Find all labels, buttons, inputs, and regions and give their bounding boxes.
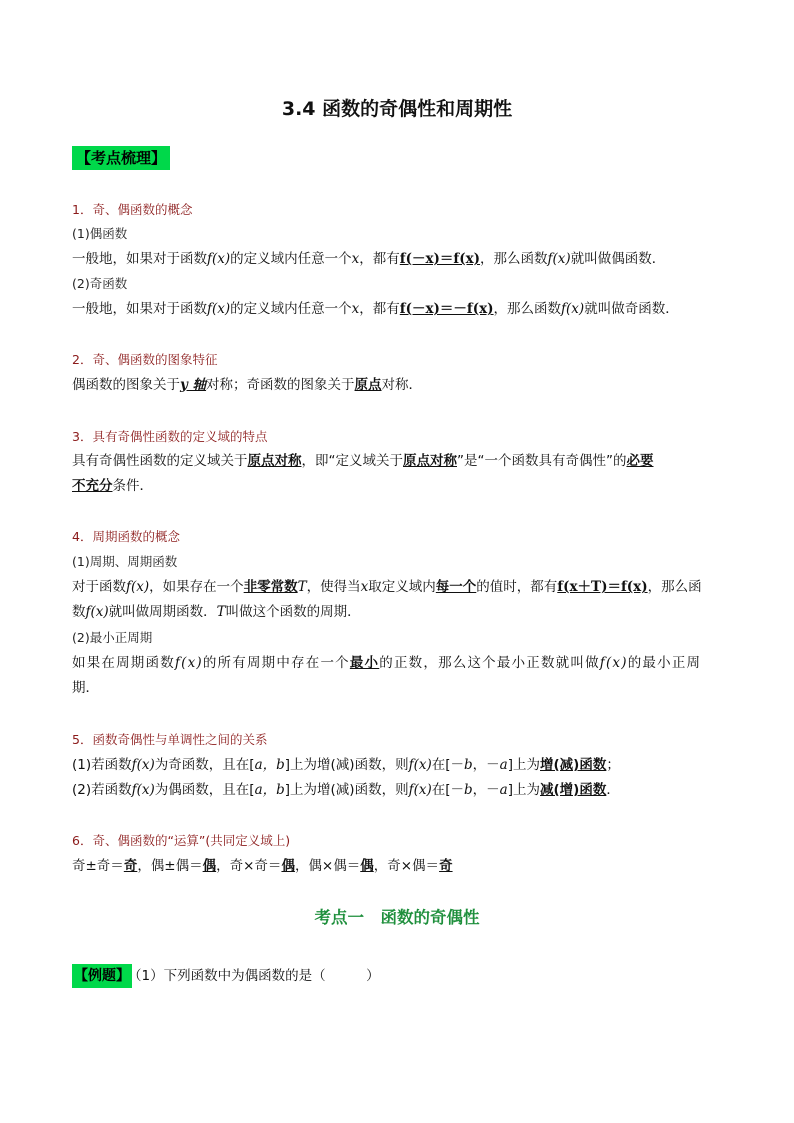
s5-heading: 5．函数奇偶性与单调性之间的关系	[72, 732, 268, 747]
example-question: （1）下列函数中为偶函数的是（ ）	[128, 968, 380, 984]
s4-sub1: (1)周期、周期函数	[72, 554, 178, 569]
example-tag: 【例题】	[72, 964, 132, 988]
key-not-sufficient: 不充分	[72, 478, 113, 494]
s4-text-line2: 数f(x)就叫做周期函数．T叫做这个函数的周期．	[72, 604, 361, 620]
key-even-condition: f(－x)＝f(x)	[399, 251, 481, 267]
s3-text-line2: 不充分条件．	[72, 478, 153, 494]
s1-even-definition: 一般地，如果对于函数f(x)的定义域内任意一个x，都有f(－x)＝f(x)，那么函数f(x)就叫做偶函数．	[72, 251, 666, 267]
s6-heading: 6．奇、偶函数的“运算”(共同定义域上)	[72, 833, 291, 848]
s1-heading: 1．奇、偶函数的概念	[72, 202, 193, 217]
s3-heading: 3．具有奇偶性函数的定义域的特点	[72, 429, 268, 444]
s4-text-line1: 对于函数f(x)，如果存在一个非零常数T，使得当x取定义域内每一个的值时，都有f(x＋T)＝f(x)，那么函	[72, 579, 702, 595]
key-period-condition: f(x＋T)＝f(x)	[557, 579, 648, 595]
s4-heading: 4．周期函数的概念	[72, 529, 180, 544]
s2-heading: 2．奇、偶函数的图象特征	[72, 352, 218, 367]
section-tag: 【考点梳理】	[72, 146, 170, 170]
s4-text-line4: 期．	[72, 680, 99, 696]
section-heading-parity: 考点一 函数的奇偶性	[314, 908, 480, 927]
s4-text-line3: 如果在周期函数f(x)的所有周期中存在一个最小的正数，那么这个最小正数就叫做f(x)的最小正周	[72, 655, 702, 671]
page-title: 3.4 函数的奇偶性和周期性	[281, 98, 513, 120]
key-odd-condition: f(－x)＝－f(x)	[399, 301, 494, 317]
s5-line1: (1)若函数f(x)为奇函数，且在[a，b]上为增(减)函数，则f(x)在[－b，－a]上为增(减)函数；	[72, 757, 620, 773]
key-smallest: 最小	[349, 655, 380, 671]
key-decreasing-increasing: 减(增)函数	[540, 782, 607, 798]
s5-line2: (2)若函数f(x)为偶函数，且在[a，b]上为增(减)函数，则f(x)在[－b，－a]上为减(增)函数．	[72, 782, 620, 798]
s1-odd-subheading: (2)奇函数	[72, 276, 128, 291]
key-origin: 原点	[354, 377, 382, 393]
s3-text-line1: 具有奇偶性函数的定义域关于原点对称，即“定义域关于原点对称”是“一个函数具有奇偶性”的必要	[72, 453, 654, 469]
key-increasing-decreasing: 增(减)函数	[540, 757, 607, 773]
s2-text: 偶函数的图象关于y 轴对称；奇函数的图象关于原点对称．	[72, 377, 423, 393]
s1-odd-definition: 一般地，如果对于函数f(x)的定义域内任意一个x，都有f(－x)＝－f(x)，那么函数f(x)就叫做奇函数．	[72, 301, 679, 317]
key-necessary: 必要	[626, 453, 654, 469]
s6-text: 奇±奇＝奇，偶±偶＝偶，奇×奇＝偶，偶×偶＝偶，奇×偶＝奇	[72, 858, 453, 874]
s4-sub2: (2)最小正周期	[72, 630, 153, 645]
s1-even-subheading: (1)偶函数	[72, 226, 128, 241]
key-y-axis: y 轴	[180, 377, 207, 393]
